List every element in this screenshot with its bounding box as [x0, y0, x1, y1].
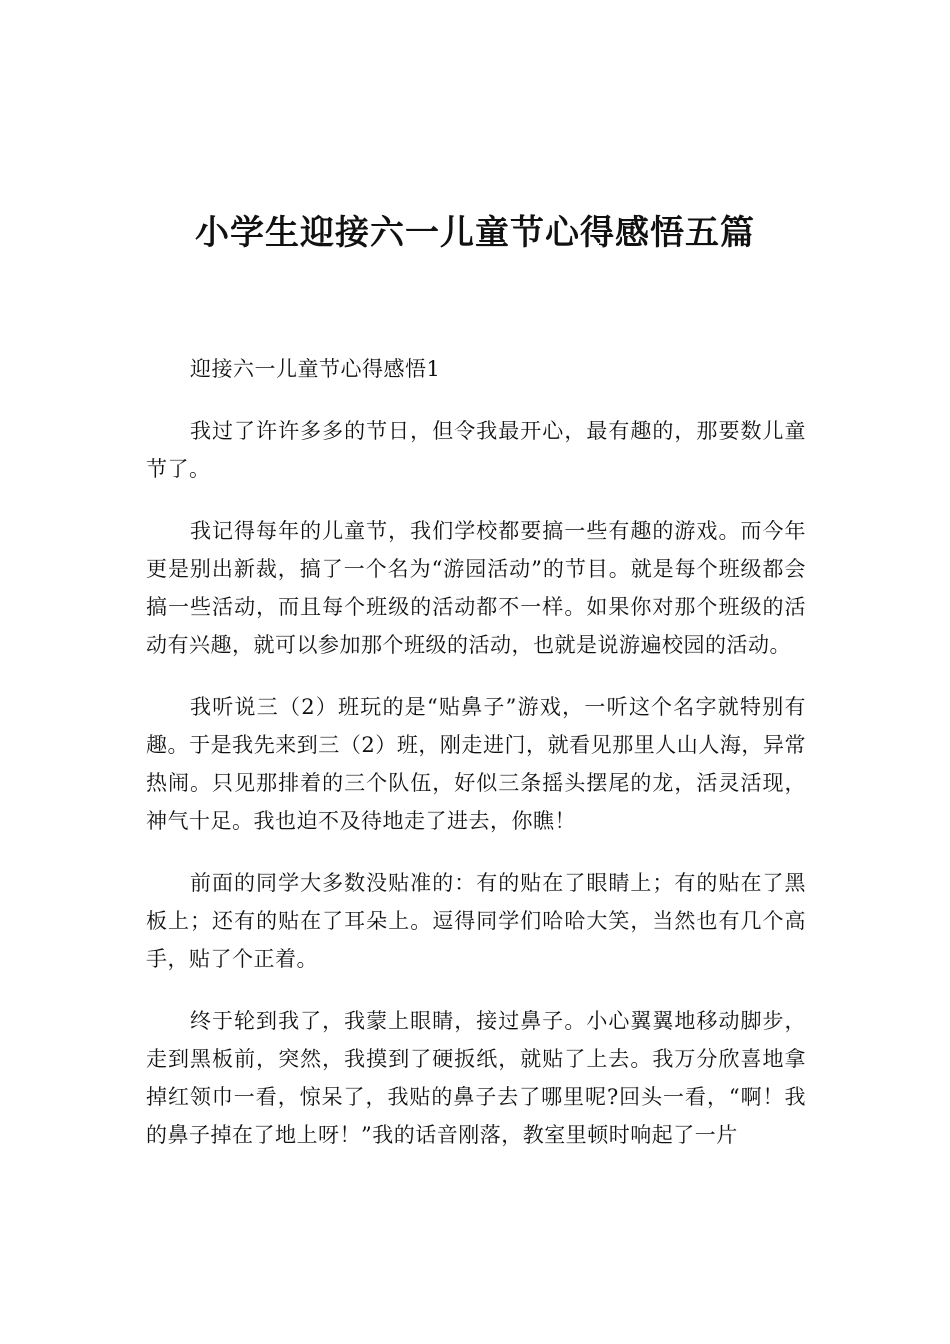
document-body — [146, 350, 806, 1178]
paragraph: 我记得每年的儿童节，我们学校都要搞一些有趣的游戏。而今年更是别出新裁，搞了一个名为“游园活动”的节目。就是每个班级都会搞一些活动，而且每个班级的活动都不一样。如果你对那个班级的活动有兴趣，就可以参加那个班级的活动，也就是说游遍校园的活动。 — [146, 519, 806, 657]
paragraph: 终于轮到我了，我蒙上眼睛，接过鼻子。小心翼翼地移动脚步，走到黑板前，突然，我摸到了硬扳纸，就贴了上去。我万分欣喜地拿掉红领巾一看，惊呆了，我贴的鼻子去了哪里呢?回头一看，“啊！我的鼻子掉在了地上呀！”我的话音刚落，教室里顿时响起了一片 — [146, 1009, 806, 1147]
section-heading: 迎接六一儿童节心得感悟1 — [190, 357, 441, 381]
document-title: 小学生迎接六一儿童节心得感悟五篇 — [195, 213, 755, 253]
paragraph: 前面的同学大多数没贴准的：有的贴在了眼睛上；有的贴在了黑板上；还有的贴在了耳朵上。逗得同学们哈哈大笑，当然也有几个高手，贴了个正着。 — [146, 871, 806, 971]
paragraph: 我过了许许多多的节日，但令我最开心，最有趣的，那要数儿童节了。 — [146, 419, 806, 481]
paragraph: 我听说三（2）班玩的是“贴鼻子”游戏，一听这个名字就特别有趣。于是我先来到三（2）班，刚走进门，就看见那里人山人海，异常热闹。只见那排着的三个队伍，好似三条摇头摆尾的龙，活灵活现，神气十足。我也迫不及待地走了进去，你瞧！ — [146, 695, 806, 833]
